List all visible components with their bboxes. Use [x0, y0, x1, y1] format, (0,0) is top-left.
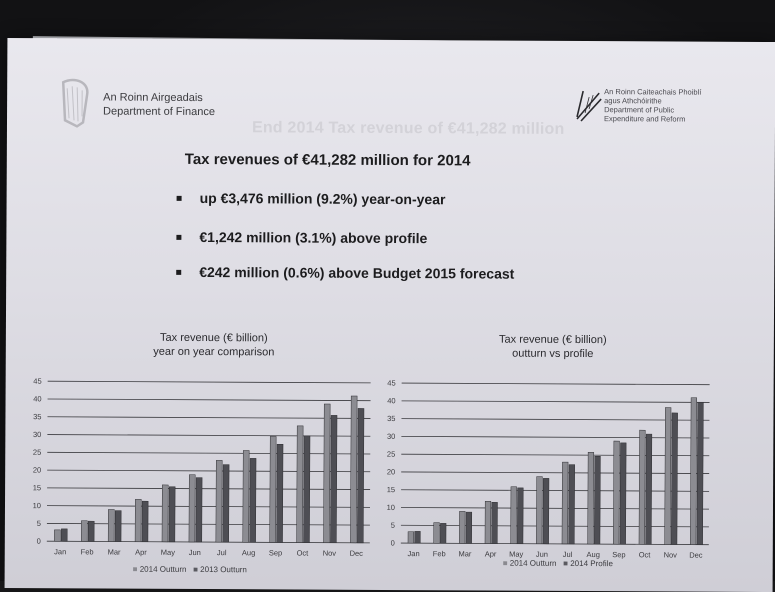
bar-2014-outturn-aug — [588, 452, 594, 544]
gridline — [401, 419, 709, 421]
x-tick-label: Oct — [296, 548, 309, 558]
chart-1-title — [114, 331, 314, 360]
bullet-text: €1,242 million (3.1%) above profile — [199, 229, 428, 247]
chart-1-year-on-year — [25, 363, 386, 558]
bar-2013-outturn-jan — [61, 529, 67, 541]
bar-2014-profile-may — [517, 488, 523, 544]
bar-2014-profile-feb — [440, 523, 446, 543]
bar-2013-outturn-nov — [330, 415, 337, 542]
x-tick-label: Jul — [216, 548, 227, 558]
gridline — [47, 488, 370, 490]
x-tick-label: Feb — [80, 547, 94, 557]
gridline — [401, 490, 709, 492]
bar-2013-outturn-jul — [223, 465, 229, 543]
bar-2014-outturn-mar — [459, 511, 465, 543]
bar-2014-outturn-may — [162, 485, 168, 542]
dept-right-line-2: agus Athchóirithe — [604, 96, 662, 106]
y-tick-label: 40 — [33, 394, 42, 404]
bullet-item — [177, 190, 446, 207]
gridline — [47, 470, 370, 472]
bar-2013-outturn-jun — [196, 478, 202, 542]
bar-2014-outturn-sep — [613, 441, 619, 544]
legend-label: 2014 Outturn — [509, 558, 557, 568]
y-tick-label: 45 — [33, 376, 42, 386]
bar-2014-outturn-may — [511, 487, 517, 544]
bullet-text: up €3,476 million (9.2%) year-on-year — [199, 190, 446, 208]
y-tick-label: 45 — [387, 378, 396, 388]
y-tick-label: 0 — [390, 538, 395, 548]
x-tick-label: Jun — [535, 549, 548, 559]
legend-swatch-icon: ■ — [193, 564, 198, 574]
bar-2014-profile-aug — [594, 456, 600, 544]
gridline — [48, 381, 371, 383]
x-tick-label: Jul — [562, 549, 573, 559]
gridline — [402, 383, 710, 385]
x-tick-label: Nov — [663, 550, 677, 560]
bar-2014-outturn-nov — [665, 408, 671, 545]
ghost-title-text: End 2014 Tax revenue of €41,282 million — [251, 119, 565, 138]
bullet-item — [176, 229, 427, 246]
x-tick-label: Sep — [268, 548, 283, 558]
bullet-square-icon — [177, 195, 182, 200]
dept-right-line-4: Expenditure and Reform — [604, 114, 686, 124]
gridline — [401, 508, 709, 510]
y-tick-label: 35 — [387, 414, 396, 424]
y-tick-label: 10 — [32, 501, 42, 511]
chart-2-title-line-2: outturn vs profile — [512, 347, 594, 361]
bar-2013-outturn-dec — [357, 408, 364, 542]
y-tick-label: 10 — [386, 502, 396, 512]
bar-2013-outturn-oct — [304, 436, 310, 543]
gridline — [401, 436, 709, 438]
y-tick-label: 15 — [32, 483, 42, 493]
bar-2014-outturn-oct — [639, 430, 645, 544]
y-tick-label: 25 — [386, 449, 396, 459]
bar-2014-profile-jun — [543, 478, 549, 543]
x-tick-label: Mar — [458, 549, 472, 559]
legend-label: 2014 Outturn — [139, 564, 187, 574]
harp-logo-icon — [55, 76, 95, 130]
bar-2014-outturn-jun — [189, 475, 195, 542]
gridline — [47, 452, 370, 454]
chart-2-title-line-1: Tax revenue (€ billion) — [499, 333, 607, 347]
y-tick-label: 0 — [36, 536, 41, 546]
bar-2014-profile-nov — [671, 413, 677, 545]
legend-swatch-icon: ■ — [502, 558, 508, 568]
bullet-square-icon — [176, 269, 181, 274]
legend-swatch-icon: ■ — [132, 564, 138, 574]
chart-2-legend — [503, 559, 613, 569]
gridline — [47, 417, 370, 419]
y-tick-label: 30 — [386, 431, 396, 441]
bar-2014-profile-oct — [646, 434, 652, 544]
x-tick-label: Aug — [586, 550, 600, 560]
chart-2-title — [453, 332, 653, 361]
gridline — [401, 454, 709, 456]
bar-2014-outturn-jun — [536, 477, 542, 544]
bar-2014-outturn-mar — [108, 510, 114, 542]
bar-2014-profile-dec — [697, 402, 703, 544]
x-tick-label: Aug — [241, 548, 256, 558]
legend-label: 2013 Outturn — [200, 565, 247, 575]
legend-label: 2014 Profile — [570, 558, 613, 569]
department-public-expenditure-label — [604, 87, 701, 124]
x-tick-label: Apr — [135, 547, 147, 557]
bar-2014-profile-jul — [569, 465, 575, 544]
x-tick-label: May — [509, 549, 524, 559]
legend-swatch-icon: ■ — [563, 558, 569, 568]
x-tick-label: May — [160, 547, 175, 557]
bar-2013-outturn-feb — [88, 521, 94, 541]
bar-2014-outturn-jul — [216, 460, 222, 542]
y-tick-label: 40 — [387, 396, 396, 406]
x-tick-label: Mar — [107, 547, 121, 557]
chart-2-outturn-vs-profile — [377, 365, 728, 560]
y-tick-label: 5 — [390, 520, 395, 530]
y-tick-label: 5 — [36, 518, 41, 528]
bar-2014-outturn-aug — [243, 451, 249, 543]
bar-2014-outturn-feb — [434, 523, 440, 544]
y-tick-label: 15 — [386, 485, 396, 495]
gridline — [402, 401, 710, 403]
bar-2014-outturn-feb — [81, 521, 87, 542]
gridline — [47, 523, 370, 525]
slide-headline: Tax revenues of €41,282 million for 2014 — [184, 150, 471, 170]
chart-1-legend — [133, 565, 247, 575]
x-tick-label: Nov — [322, 548, 337, 558]
harp-logo-small-icon — [573, 87, 603, 123]
bullet-item — [176, 264, 514, 282]
bar-2014-outturn-dec — [350, 396, 357, 543]
x-tick-label: Jan — [54, 547, 67, 557]
x-tick-label: Oct — [638, 550, 651, 560]
bar-2014-profile-jan — [415, 531, 421, 543]
bar-2013-outturn-aug — [250, 458, 256, 542]
bar-2014-outturn-sep — [270, 436, 276, 542]
chart-1-title-line-2: year on year comparison — [153, 345, 275, 359]
dept-right-line-1: An Roinn Caiteachais Phoiblí — [604, 87, 702, 97]
gridline — [47, 435, 370, 437]
slide-printout — [5, 38, 775, 592]
bar-2014-outturn-apr — [135, 499, 141, 541]
department-of-finance-label — [103, 90, 215, 119]
bar-2014-outturn-jan — [54, 530, 60, 541]
bar-2014-outturn-apr — [485, 501, 491, 543]
bar-2014-profile-apr — [492, 502, 498, 543]
x-tick-label: Sep — [612, 550, 626, 560]
gridline — [401, 472, 709, 474]
y-tick-label: 25 — [32, 447, 42, 457]
bullet-square-icon — [176, 234, 181, 239]
bar-2014-outturn-jul — [562, 462, 568, 544]
gridline — [401, 525, 709, 527]
bar-2013-outturn-sep — [277, 444, 283, 542]
x-tick-label: Jan — [407, 549, 420, 559]
gridline — [48, 399, 371, 401]
bar-2013-outturn-mar — [115, 511, 121, 542]
bar-2014-profile-sep — [620, 443, 626, 544]
x-tick-label: Dec — [349, 548, 363, 558]
x-tick-label: Dec — [689, 550, 703, 560]
gridline — [47, 541, 370, 543]
dept-left-irish: An Roinn Airgeadais — [103, 91, 203, 105]
dept-right-line-3: Department of Public — [604, 105, 675, 115]
chart-1-title-line-1: Tax revenue (€ billion) — [160, 331, 268, 345]
bar-2014-outturn-oct — [297, 426, 304, 543]
y-tick-label: 35 — [33, 412, 42, 422]
bullet-text: €242 million (0.6%) above Budget 2015 forecast — [199, 264, 515, 282]
x-tick-label: Jun — [188, 547, 201, 558]
bar-2014-outturn-jan — [408, 532, 414, 543]
bar-2014-outturn-dec — [690, 398, 696, 545]
bar-2013-outturn-may — [169, 487, 175, 542]
y-tick-label: 20 — [386, 467, 396, 477]
bar-2014-profile-mar — [466, 512, 472, 543]
dept-left-english: Department of Finance — [103, 105, 215, 119]
x-tick-label: Feb — [432, 549, 446, 559]
y-tick-label: 20 — [32, 465, 42, 475]
y-tick-label: 30 — [33, 429, 42, 440]
gridline — [401, 543, 709, 545]
bar-2013-outturn-apr — [142, 501, 148, 542]
bar-2014-outturn-nov — [324, 404, 331, 543]
x-tick-label: Apr — [484, 549, 497, 559]
gridline — [47, 506, 370, 508]
